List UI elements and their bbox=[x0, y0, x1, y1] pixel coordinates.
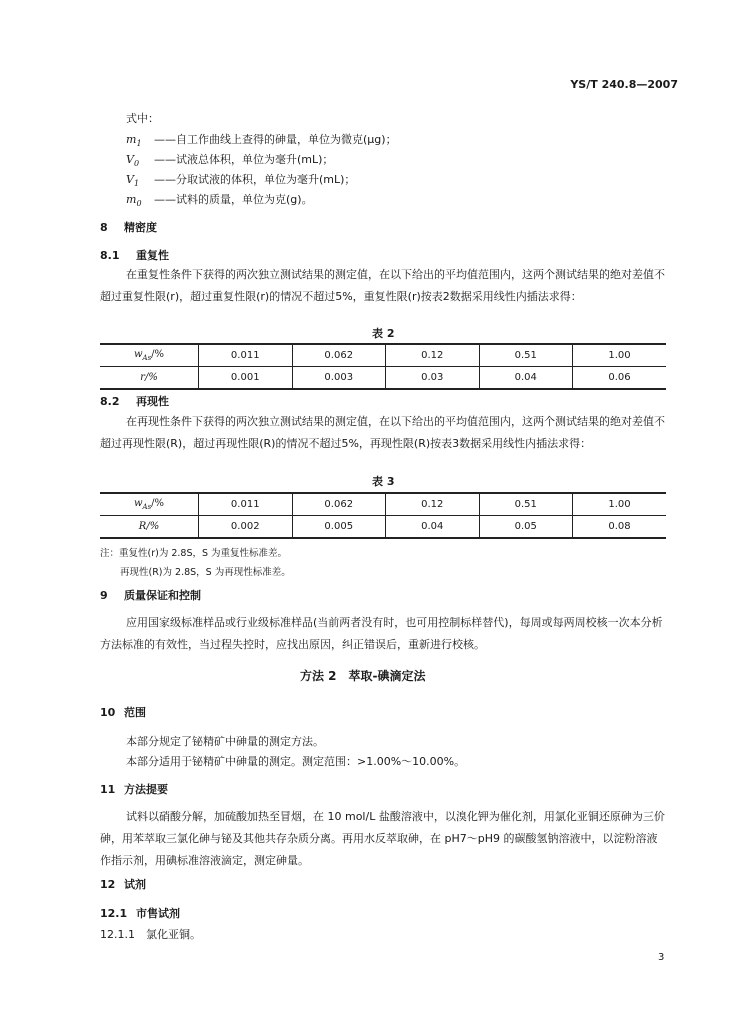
section-9-text: 应用国家级标准样品或行业级标准样品(当前两者没有时，也可用控制标样替代)，每周或每两周校核一次本分析方法标准的有效性，当过程失控时，应找出原因，纠正错误后，重新进行校核。 bbox=[100, 616, 663, 651]
section-8-1-heading: 8.1 重复性 bbox=[100, 249, 169, 262]
table-cell: 0.005 bbox=[292, 516, 386, 539]
formula-intro: 式中： bbox=[126, 112, 159, 125]
table-3-row2-header: R/% bbox=[100, 516, 199, 539]
table-cell: 0.011 bbox=[199, 493, 293, 516]
var-symbol: $V_1$ bbox=[126, 173, 140, 189]
section-10-line-1: 本部分规定了铋精矿中砷量的测定方法。 bbox=[126, 735, 324, 748]
table-cell: 0.06 bbox=[573, 367, 667, 390]
section-10-heading: 10 范围 bbox=[100, 706, 146, 719]
table-cell: 0.062 bbox=[292, 493, 386, 516]
table-cell: 0.003 bbox=[292, 367, 386, 390]
table-cell: 1.00 bbox=[573, 344, 667, 367]
table-cell: 0.05 bbox=[479, 516, 573, 539]
table-cell: 0.04 bbox=[386, 516, 480, 539]
section-9-heading: 9 质量保证和控制 bbox=[100, 589, 201, 602]
table-2-row2-header: r/% bbox=[100, 367, 199, 390]
section-8-1-text: 在重复性条件下获得的两次独立测试结果的测定值，在以下给出的平均值范围内，这两个测试结果的绝对差值不超过重复性限(r)，超过重复性限(r)的情况不超过5%，重复性限(r)按表2数据采用线性内插法求得： bbox=[100, 268, 665, 303]
page-number: 3 bbox=[658, 952, 665, 963]
table-cell: 0.001 bbox=[199, 367, 293, 390]
section-12-1-1: 12.1.1 氯化亚铜。 bbox=[100, 928, 201, 941]
standard-code: YS/T 240.8—2007 bbox=[570, 78, 678, 91]
var-v1: $V_1$ ——分取试液的体积，单位为毫升(mL)； bbox=[126, 173, 355, 191]
var-m0: $m_0$ ——试料的质量，单位为克(g)。 bbox=[126, 193, 313, 211]
table-3-caption: 表 3 bbox=[372, 475, 395, 488]
var-v0: $V_0$ ——试液总体积，单位为毫升(mL)； bbox=[126, 153, 333, 171]
table-2-caption: 表 2 bbox=[372, 327, 395, 340]
table-cell: 0.12 bbox=[386, 493, 480, 516]
section-12-heading: 12 试剂 bbox=[100, 878, 146, 891]
var-symbol: $m_0$ bbox=[126, 193, 142, 209]
table-cell: 0.062 bbox=[292, 344, 386, 367]
table-cell: 0.51 bbox=[479, 344, 573, 367]
table-cell: 1.00 bbox=[573, 493, 667, 516]
section-11-heading: 11 方法提要 bbox=[100, 783, 168, 796]
table-cell: 0.51 bbox=[479, 493, 573, 516]
note-line-2: 再现性(R)为 2.8S，S 为再现性标准差。 bbox=[120, 567, 291, 578]
table-cell: 0.04 bbox=[479, 367, 573, 390]
table-3-row1-header: $w_{As}/\%$ bbox=[100, 493, 199, 516]
method-2-title: 方法 2 萃取-碘滴定法 bbox=[300, 669, 426, 683]
section-8-2-text: 在再现性条件下获得的两次独立测试结果的测定值，在以下给出的平均值范围内，这两个测试结果的绝对差值不超过再现性限(R)，超过再现性限(R)的情况不超过5%，再现性限(R)按表3数据采用线性内插法求得： bbox=[100, 415, 665, 450]
table-cell: 0.002 bbox=[199, 516, 293, 539]
section-8-2-heading: 8.2 再现性 bbox=[100, 395, 169, 408]
table-2-row1-header: $w_{As}/\%$ bbox=[100, 344, 199, 367]
section-10-line-2: 本部分适用于铋精矿中砷量的测定。测定范围：>1.00%～10.00%。 bbox=[126, 755, 466, 768]
section-8-heading: 8 精密度 bbox=[100, 221, 157, 234]
note-line-1: 注：重复性(r)为 2.8S，S 为重复性标准差。 bbox=[100, 548, 288, 559]
section-12-1-heading: 12.1 市售试剂 bbox=[100, 907, 180, 920]
table-2 bbox=[100, 343, 666, 390]
table-3 bbox=[100, 492, 666, 539]
var-m1: $m_1$ ——自工作曲线上查得的砷量，单位为微克(μg)； bbox=[126, 133, 397, 151]
section-11-text: 试料以硝酸分解，加硫酸加热至冒烟，在 10 mol/L 盐酸溶液中，以溴化钾为催化剂，用氯化亚铜还原砷为三价砷，用苯萃取三氯化砷与铋及其他共存杂质分离。再用水反萃取砷，在 pH7～pH9 的碳酸氢钠溶液中，以淀粉溶液作指示剂，用碘标准溶液滴定，测定砷量。 bbox=[100, 810, 665, 867]
var-symbol: $m_1$ bbox=[126, 133, 142, 149]
var-symbol: $V_0$ bbox=[126, 153, 140, 169]
table-cell: 0.08 bbox=[573, 516, 667, 539]
table-cell: 0.12 bbox=[386, 344, 480, 367]
table-cell: 0.011 bbox=[199, 344, 293, 367]
table-cell: 0.03 bbox=[386, 367, 480, 390]
